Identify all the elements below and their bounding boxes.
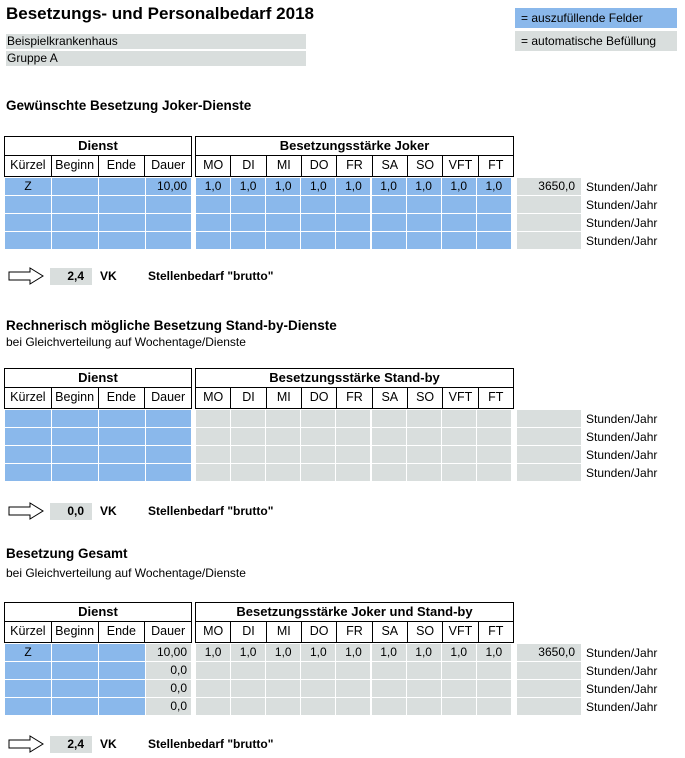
right-arrow-icon — [8, 267, 44, 285]
cell-day-sa — [372, 446, 406, 463]
cell-day-fr — [336, 464, 370, 481]
cell-day-vft[interactable] — [442, 214, 476, 231]
cell-day-so — [407, 680, 441, 697]
cell-dauer: 0,0 — [146, 680, 191, 697]
cell-day-ft[interactable] — [477, 232, 511, 249]
cell-beginn[interactable] — [52, 178, 98, 195]
vk-label: Stellenbedarf "brutto" — [148, 504, 274, 518]
cell-dauer: 0,0 — [146, 662, 191, 679]
cell-day-so[interactable] — [407, 196, 441, 213]
cell-day-vft[interactable]: 1,0 — [442, 178, 476, 195]
cell-day-di — [231, 698, 265, 715]
cell-ende[interactable] — [99, 178, 145, 195]
column-header-sa: SA — [372, 388, 407, 408]
cell-day-di[interactable]: 1,0 — [231, 178, 265, 195]
cell-day-fr — [336, 680, 370, 697]
cell-day-di[interactable] — [231, 214, 265, 231]
vk-value: 2,4 — [50, 268, 92, 285]
cell-ende[interactable] — [99, 214, 145, 231]
legend-auto-fields: = automatische Befüllung — [515, 31, 677, 51]
cell-beginn[interactable] — [52, 644, 98, 661]
cell-beginn[interactable] — [52, 232, 98, 249]
column-header-mi: MI — [266, 388, 301, 408]
cell-day-ft — [477, 428, 511, 445]
cell-kuerzel[interactable] — [5, 428, 51, 445]
row-total-hours — [517, 446, 581, 463]
row-total-hours — [517, 698, 581, 715]
cell-ende[interactable] — [99, 644, 145, 661]
cell-day-so — [407, 410, 441, 427]
cell-day-di: 1,0 — [231, 644, 265, 661]
cell-day-do — [301, 410, 335, 427]
cell-day-vft — [442, 464, 476, 481]
column-header-beginn: Beginn — [51, 622, 98, 642]
row-total-hours: 3650,0 — [517, 644, 581, 661]
cell-dauer[interactable] — [146, 196, 191, 213]
unit-label: Stunden/Jahr — [586, 180, 658, 194]
cell-day-di — [231, 410, 265, 427]
column-header-mo: MO — [203, 624, 224, 638]
cell-day-mi — [266, 698, 300, 715]
row-total-hours — [517, 680, 581, 697]
cell-dauer[interactable] — [146, 446, 191, 463]
cell-kuerzel[interactable] — [5, 680, 51, 697]
column-header-fr: FR — [336, 156, 371, 176]
cell-dauer: 0,0 — [146, 698, 191, 715]
cell-day-di — [231, 446, 265, 463]
cell-day-di — [231, 464, 265, 481]
row-total-hours — [517, 196, 581, 213]
cell-day-fr — [336, 428, 370, 445]
cell-day-mo — [196, 662, 230, 679]
cell-day-sa — [372, 662, 406, 679]
cell-kuerzel[interactable] — [5, 214, 51, 231]
cell-day-do[interactable]: 1,0 — [301, 178, 335, 195]
cell-day-ft[interactable] — [477, 196, 511, 213]
cell-beginn[interactable] — [52, 214, 98, 231]
column-header-beginn: Beginn — [51, 388, 98, 408]
column-header-ende: Ende — [98, 156, 145, 176]
column-header-dauer: Dauer — [144, 156, 191, 176]
cell-day-vft — [442, 410, 476, 427]
cell-kuerzel[interactable] — [5, 698, 51, 715]
cell-day-do — [301, 446, 335, 463]
column-header-mo: MO — [203, 158, 224, 172]
dienst-columns — [5, 622, 191, 642]
dienst-header — [4, 602, 192, 643]
staffing-header-title: Besetzungsstärke Joker — [196, 137, 513, 156]
cell-day-mo — [196, 698, 230, 715]
vk-unit: VK — [100, 269, 117, 283]
cell-day-di — [231, 680, 265, 697]
unit-label: Stunden/Jahr — [586, 664, 658, 678]
cell-day-so — [407, 662, 441, 679]
unit-label: Stunden/Jahr — [586, 216, 658, 230]
cell-day-so[interactable]: 1,0 — [407, 178, 441, 195]
cell-day-mi — [266, 464, 300, 481]
cell-kuerzel[interactable] — [5, 410, 51, 427]
cell-day-sa[interactable]: 1,0 — [372, 178, 406, 195]
vk-value: 2,4 — [50, 736, 92, 753]
cell-dauer[interactable] — [146, 232, 191, 249]
column-header-fr: FR — [336, 388, 371, 408]
page-title: Besetzungs- und Personalbedarf 2018 — [6, 4, 314, 23]
vk-label: Stellenbedarf "brutto" — [148, 269, 274, 283]
cell-day-fr[interactable]: 1,0 — [336, 178, 370, 195]
cell-day-sa[interactable] — [372, 196, 406, 213]
row-total-hours — [517, 410, 581, 427]
cell-day-sa[interactable] — [372, 232, 406, 249]
cell-ende[interactable] — [99, 680, 145, 697]
dienst-columns — [5, 388, 191, 408]
column-header-vft: VFT — [442, 156, 477, 176]
cell-kuerzel[interactable] — [5, 196, 51, 213]
column-header-so: SO — [407, 156, 442, 176]
column-header-sa: SA — [372, 156, 407, 176]
section-title: Besetzung Gesamt — [6, 546, 128, 561]
cell-day-mo: 1,0 — [196, 644, 230, 661]
section-title: Gewünschte Besetzung Joker-Dienste — [6, 98, 252, 113]
cell-ende[interactable] — [99, 662, 145, 679]
day-columns — [196, 156, 513, 176]
unit-label: Stunden/Jahr — [586, 234, 658, 248]
cell-day-do — [301, 464, 335, 481]
cell-day-ft — [477, 446, 511, 463]
cell-day-mi[interactable] — [266, 214, 300, 231]
cell-day-ft — [477, 410, 511, 427]
cell-day-so — [407, 446, 441, 463]
vk-label: Stellenbedarf "brutto" — [148, 737, 274, 751]
column-header-dauer: Dauer — [144, 622, 191, 642]
cell-day-do: 1,0 — [301, 644, 335, 661]
cell-dauer[interactable]: 10,00 — [146, 178, 191, 195]
cell-day-di — [231, 662, 265, 679]
column-header-beginn: Beginn — [51, 156, 98, 176]
cell-beginn[interactable] — [52, 410, 98, 427]
cell-day-mi — [266, 428, 300, 445]
column-header-kuerzel: Kürzel — [10, 390, 46, 404]
cell-day-ft: 1,0 — [477, 644, 511, 661]
cell-ende[interactable] — [99, 232, 145, 249]
cell-day-mo[interactable]: 1,0 — [196, 178, 230, 195]
right-arrow-icon — [8, 735, 44, 753]
vk-value: 0,0 — [50, 503, 92, 520]
hospital-name: Beispielkrankenhaus — [6, 34, 306, 49]
section-title: Rechnerisch mögliche Besetzung Stand-by-Dienste — [6, 318, 337, 333]
unit-label: Stunden/Jahr — [586, 448, 658, 462]
legend-input-fields: = auszufüllende Felder — [515, 8, 677, 28]
unit-label: Stunden/Jahr — [586, 646, 658, 660]
column-header-so: SO — [407, 622, 442, 642]
cell-day-fr — [336, 698, 370, 715]
unit-label: Stunden/Jahr — [586, 430, 658, 444]
column-header-mi: MI — [266, 622, 301, 642]
cell-ende[interactable] — [99, 428, 145, 445]
column-header-ft: FT — [478, 156, 513, 176]
column-header-vft: VFT — [442, 622, 477, 642]
column-header-dauer: Dauer — [144, 388, 191, 408]
cell-beginn[interactable] — [52, 446, 98, 463]
section-subtitle: bei Gleichverteilung auf Wochentage/Dienste — [6, 566, 246, 580]
cell-day-do — [301, 428, 335, 445]
column-header-mo: MO — [203, 390, 224, 404]
days-header — [195, 368, 514, 409]
vk-unit: VK — [100, 737, 117, 751]
column-header-vft: VFT — [442, 388, 477, 408]
column-header-kuerzel: Kürzel — [10, 624, 46, 638]
cell-day-so[interactable] — [407, 232, 441, 249]
cell-day-fr: 1,0 — [336, 644, 370, 661]
column-header-ft: FT — [478, 622, 513, 642]
cell-ende[interactable] — [99, 196, 145, 213]
cell-kuerzel[interactable] — [5, 464, 51, 481]
cell-day-do — [301, 680, 335, 697]
cell-day-mo — [196, 464, 230, 481]
cell-ende[interactable] — [99, 410, 145, 427]
cell-day-sa — [372, 464, 406, 481]
cell-day-so — [407, 428, 441, 445]
cell-day-ft[interactable] — [477, 214, 511, 231]
unit-label: Stunden/Jahr — [586, 198, 658, 212]
cell-day-mi[interactable]: 1,0 — [266, 178, 300, 195]
row-total-hours — [517, 232, 581, 249]
vk-unit: VK — [100, 504, 117, 518]
dienst-header-title: Dienst — [5, 369, 191, 388]
section-subtitle: bei Gleichverteilung auf Wochentage/Dienste — [6, 335, 246, 349]
cell-day-ft — [477, 662, 511, 679]
column-header-fr: FR — [336, 622, 371, 642]
cell-day-fr — [336, 410, 370, 427]
cell-dauer[interactable] — [146, 464, 191, 481]
cell-day-do[interactable] — [301, 214, 335, 231]
column-header-mi: MI — [266, 156, 301, 176]
cell-day-sa[interactable] — [372, 214, 406, 231]
cell-day-ft[interactable]: 1,0 — [477, 178, 511, 195]
row-total-hours — [517, 662, 581, 679]
staffing-header-title: Besetzungsstärke Stand-by — [196, 369, 513, 388]
dienst-header — [4, 368, 192, 409]
dienst-header-title: Dienst — [5, 603, 191, 622]
cell-day-do — [301, 662, 335, 679]
cell-day-sa: 1,0 — [372, 644, 406, 661]
dienst-columns — [5, 156, 191, 176]
days-header — [195, 602, 514, 643]
days-header — [195, 136, 514, 177]
row-total-hours — [517, 214, 581, 231]
cell-day-mi[interactable] — [266, 232, 300, 249]
unit-label: Stunden/Jahr — [586, 682, 658, 696]
column-header-do: DO — [301, 156, 336, 176]
cell-day-so — [407, 464, 441, 481]
cell-day-mo[interactable] — [196, 196, 230, 213]
cell-day-so: 1,0 — [407, 644, 441, 661]
cell-day-mo[interactable] — [196, 232, 230, 249]
cell-day-mi: 1,0 — [266, 644, 300, 661]
cell-day-mi — [266, 446, 300, 463]
cell-day-do — [301, 698, 335, 715]
cell-day-vft — [442, 446, 476, 463]
cell-day-ft — [477, 698, 511, 715]
cell-day-mo — [196, 428, 230, 445]
cell-day-ft — [477, 464, 511, 481]
column-header-so: SO — [407, 388, 442, 408]
cell-day-sa — [372, 698, 406, 715]
cell-day-mi — [266, 410, 300, 427]
cell-day-sa — [372, 680, 406, 697]
day-columns — [196, 388, 513, 408]
cell-day-mo — [196, 410, 230, 427]
cell-day-vft — [442, 680, 476, 697]
cell-beginn[interactable] — [52, 680, 98, 697]
cell-day-do[interactable] — [301, 232, 335, 249]
cell-dauer[interactable] — [146, 214, 191, 231]
row-total-hours — [517, 464, 581, 481]
cell-day-vft — [442, 662, 476, 679]
cell-day-mi[interactable] — [266, 196, 300, 213]
dienst-header — [4, 136, 192, 177]
unit-label: Stunden/Jahr — [586, 412, 658, 426]
cell-day-vft — [442, 428, 476, 445]
cell-day-fr[interactable] — [336, 214, 370, 231]
group-name: Gruppe A — [6, 51, 306, 66]
cell-dauer: 10,00 — [146, 644, 191, 661]
column-header-sa: SA — [372, 622, 407, 642]
cell-kuerzel[interactable]: Z — [5, 178, 51, 195]
cell-beginn[interactable] — [52, 698, 98, 715]
staffing-header-title: Besetzungsstärke Joker und Stand-by — [196, 603, 513, 622]
dienst-header-title: Dienst — [5, 137, 191, 156]
cell-kuerzel[interactable] — [5, 662, 51, 679]
cell-beginn[interactable] — [52, 464, 98, 481]
cell-day-mo — [196, 446, 230, 463]
cell-beginn[interactable] — [52, 196, 98, 213]
cell-beginn[interactable] — [52, 428, 98, 445]
cell-beginn[interactable] — [52, 662, 98, 679]
cell-day-vft — [442, 698, 476, 715]
column-header-ende: Ende — [98, 388, 145, 408]
cell-ende[interactable] — [99, 464, 145, 481]
cell-day-vft: 1,0 — [442, 644, 476, 661]
column-header-do: DO — [301, 388, 336, 408]
cell-day-di[interactable] — [231, 232, 265, 249]
unit-label: Stunden/Jahr — [586, 700, 658, 714]
cell-ende[interactable] — [99, 446, 145, 463]
cell-day-fr — [336, 662, 370, 679]
column-header-do: DO — [301, 622, 336, 642]
row-total-hours: 3650,0 — [517, 178, 581, 195]
cell-day-mi — [266, 680, 300, 697]
cell-day-di[interactable] — [231, 196, 265, 213]
cell-day-fr[interactable] — [336, 196, 370, 213]
cell-dauer[interactable] — [146, 410, 191, 427]
cell-day-ft — [477, 680, 511, 697]
cell-day-vft[interactable] — [442, 232, 476, 249]
cell-day-vft[interactable] — [442, 196, 476, 213]
day-columns — [196, 622, 513, 642]
cell-kuerzel[interactable] — [5, 232, 51, 249]
column-header-di: DI — [230, 388, 265, 408]
column-header-kuerzel: Kürzel — [10, 158, 46, 172]
column-header-ende: Ende — [98, 622, 145, 642]
cell-day-fr — [336, 446, 370, 463]
cell-day-so — [407, 698, 441, 715]
cell-day-so[interactable] — [407, 214, 441, 231]
cell-day-fr[interactable] — [336, 232, 370, 249]
column-header-di: DI — [230, 622, 265, 642]
cell-ende[interactable] — [99, 698, 145, 715]
row-total-hours — [517, 428, 581, 445]
unit-label: Stunden/Jahr — [586, 466, 658, 480]
cell-day-sa — [372, 428, 406, 445]
cell-day-mo[interactable] — [196, 214, 230, 231]
cell-dauer[interactable] — [146, 428, 191, 445]
cell-kuerzel[interactable] — [5, 446, 51, 463]
column-header-ft: FT — [478, 388, 513, 408]
column-header-di: DI — [230, 156, 265, 176]
cell-kuerzel[interactable]: Z — [5, 644, 51, 661]
cell-day-mo — [196, 680, 230, 697]
right-arrow-icon — [8, 502, 44, 520]
cell-day-sa — [372, 410, 406, 427]
cell-day-do[interactable] — [301, 196, 335, 213]
cell-day-mi — [266, 662, 300, 679]
cell-day-di — [231, 428, 265, 445]
